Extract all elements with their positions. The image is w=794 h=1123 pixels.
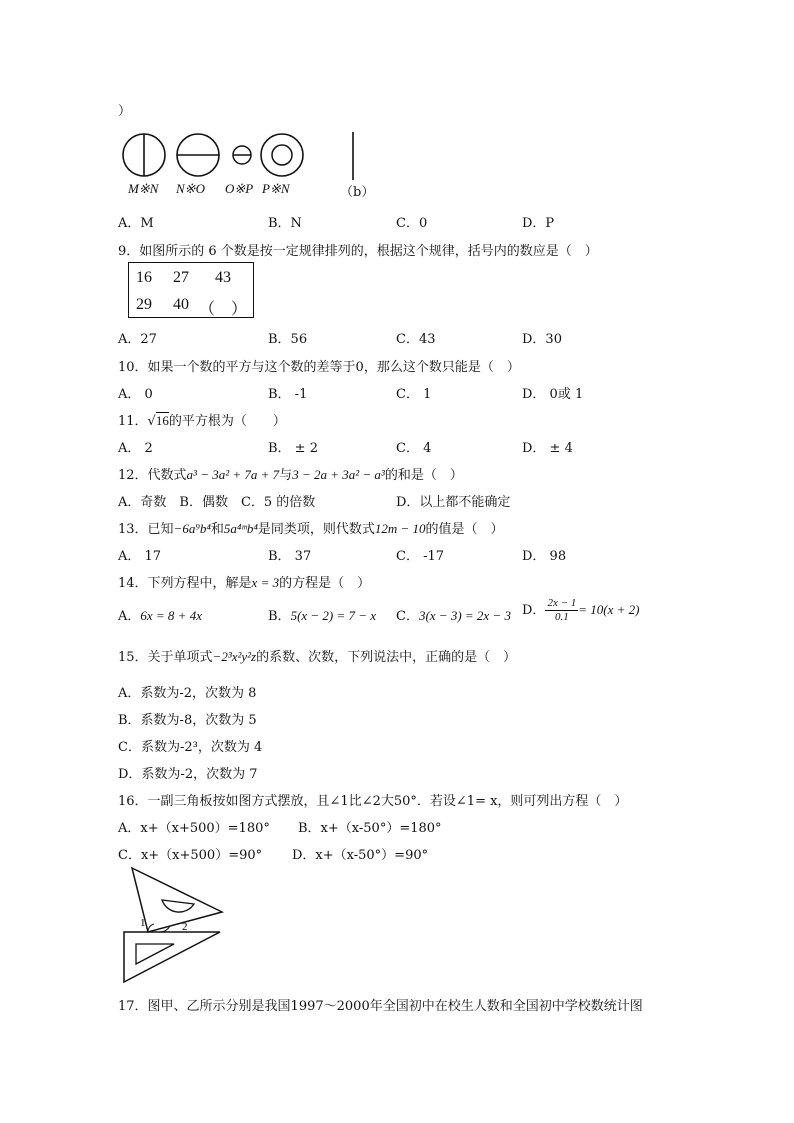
q12-mid: 与 (279, 468, 293, 483)
fig-label-4: P※N (262, 181, 290, 196)
q13-stem (118, 518, 504, 537)
grid-cell: （ ） (199, 301, 248, 318)
q13-term1: −6a⁹b⁴ (173, 521, 211, 536)
fig-label-3: O※P (225, 181, 254, 196)
q9-option-c: C．43 (396, 332, 436, 347)
q11-rest: 的平方根为（ ） (168, 414, 286, 429)
q13-option-b: B． 37 (268, 549, 312, 564)
lower-triangle-cutout (136, 944, 174, 964)
q9-number-grid (128, 262, 254, 318)
q14-option-a (118, 605, 202, 624)
q13-expr: 12m − 10 (374, 521, 426, 536)
q14-cond: x = 3 (251, 575, 280, 590)
figure-p-n (261, 134, 303, 176)
q11-radicand: 16 (155, 413, 169, 428)
q12-num: 12．代数式 (118, 468, 187, 483)
upper-triangle-cutout (162, 900, 194, 912)
q14-opt-b-expr: 5(x − 2) = 7 − x (290, 608, 377, 623)
q11-option-a: A． 2 (118, 441, 153, 456)
upper-triangle (132, 868, 222, 932)
q9-option-d: D．30 (522, 332, 562, 347)
q9-stem: 9．如图所示的 6 个数是按一定规律排列的，根据这个规律，括号内的数应是（ ） (118, 244, 598, 259)
q14-option-d (522, 597, 639, 624)
q14-opt-a-expr: 6x = 8 + 4x (140, 608, 202, 623)
q16-stem: 16．一副三角板按如图方式摆放，且∠1比∠2大50°．若设∠1= x，则可列出方程（ ） (118, 794, 628, 809)
q16-triangle-figure (118, 866, 228, 986)
figure-o-p (233, 146, 251, 164)
option-label: A． (118, 609, 141, 624)
q8-option-a: A．M (118, 216, 154, 231)
q10-stem: 10．如果一个数的平方与这个数的差等于0，那么这个数只能是（ ） (118, 360, 520, 375)
q12-expr1: a³ − 3a² + 7a + 7 (186, 467, 280, 482)
q16-option-b: B．x+（x-50°）=180° (298, 821, 442, 836)
angle-label-1: 1 (140, 917, 146, 929)
q15-stem-a: 15．关于单项式 (118, 650, 213, 665)
q10-option-a: A． 0 (118, 387, 153, 402)
q14-opt-d-fraction (545, 597, 578, 624)
grid-cell: 43 (215, 269, 231, 286)
sqrt-sign: √ (147, 414, 156, 429)
figure-m-n (123, 134, 165, 176)
q14-stem (118, 572, 370, 591)
fraction-denominator: 0.1 (554, 611, 569, 623)
q13-rest: 是同类项，则代数式 (257, 522, 375, 537)
q16-option-c: C．x+（x+500）=90° (118, 848, 263, 863)
q11-option-b: B． ± 2 (268, 441, 318, 456)
q10-option-d: D． 0或 1 (522, 387, 584, 402)
figure-n-o (177, 134, 219, 176)
q11-option-d: D． ± 4 (522, 441, 573, 456)
q8-paren: ） (118, 104, 132, 119)
q16-option-d: D．x+（x-50°）=90° (292, 848, 429, 863)
grid-cell: 29 (136, 296, 152, 313)
q8-option-c: C．0 (396, 216, 428, 231)
q13-rest2: 的值是（ ） (425, 522, 504, 537)
q15-term: −2³x²y²z (212, 649, 257, 664)
q8-option-b: B．N (268, 216, 302, 231)
q15-option-c: C．系数为-2³，次数为 4 (118, 740, 263, 755)
q9-option-a: A．27 (118, 332, 157, 347)
q11-num: 11． (118, 414, 148, 429)
grid-cell: 40 (173, 296, 189, 313)
q12-rest: 的和是（ ） (384, 468, 463, 483)
fig-label-1: M※N (128, 181, 159, 196)
q14-opt-c-expr: 3(x − 3) = 2x − 3 (418, 608, 511, 623)
q12-stem (118, 464, 463, 483)
q13-and: 和 (210, 522, 224, 537)
q15-option-b: B．系数为-8，次数为 5 (118, 713, 257, 728)
fraction-numerator: 2x − 1 (547, 597, 577, 609)
option-label: D． (522, 603, 546, 618)
fig-label-2: N※O (176, 181, 205, 196)
q10-option-c: C． 1 (396, 387, 432, 402)
q8-option-d: D．P (522, 216, 555, 231)
q15-stem (118, 646, 516, 665)
option-label: C． (396, 609, 419, 624)
q17-stem: 17．图甲、乙所示分别是我国1997～2000年全国初中在校生人数和全国初中学校数统计图 (118, 999, 643, 1014)
q13-option-d: D． 98 (522, 549, 567, 564)
angle-label-2: 2 (182, 921, 188, 933)
q15-option-a: A．系数为-2，次数为 8 (118, 686, 257, 701)
q13-option-c: C． -17 (396, 549, 445, 564)
q14-opt-d-rest: = 10(x + 2) (578, 602, 640, 617)
q10-option-b: B． -1 (268, 387, 308, 402)
q11-option-c: C． 4 (396, 441, 432, 456)
q12-options-abc: A．奇数 B．偶数 C．5 的倍数 (118, 495, 316, 510)
q14-stem-a: 14．下列方程中，解是 (118, 576, 252, 591)
q16-option-a: A．x+（x+500）=180° (118, 821, 270, 836)
q12-expr2: 3 − 2a + 3a² − a³ (292, 467, 385, 482)
grid-cell: 16 (136, 269, 152, 286)
q9-option-b: B．56 (268, 332, 308, 347)
q11-stem (118, 410, 286, 429)
fig-b-label: （b） (340, 185, 375, 200)
q14-option-c (396, 605, 511, 624)
q15-stem-b: 的系数、次数，下列说法中，正确的是（ ） (256, 650, 517, 665)
q15-option-d: D．系数为-2，次数为 7 (118, 767, 258, 782)
q12-option-d: D．以上都不能确定 (396, 495, 511, 510)
q13-term2: 5a⁴ᵐb⁴ (223, 521, 258, 536)
lower-triangle (124, 932, 220, 982)
q14-option-b (268, 605, 376, 624)
q13-num: 13．已知 (118, 522, 174, 537)
grid-cell: 27 (173, 269, 189, 286)
option-label: B． (268, 609, 291, 624)
q14-stem-b: 的方程是（ ） (279, 576, 371, 591)
q13-option-a: A． 17 (118, 549, 162, 564)
